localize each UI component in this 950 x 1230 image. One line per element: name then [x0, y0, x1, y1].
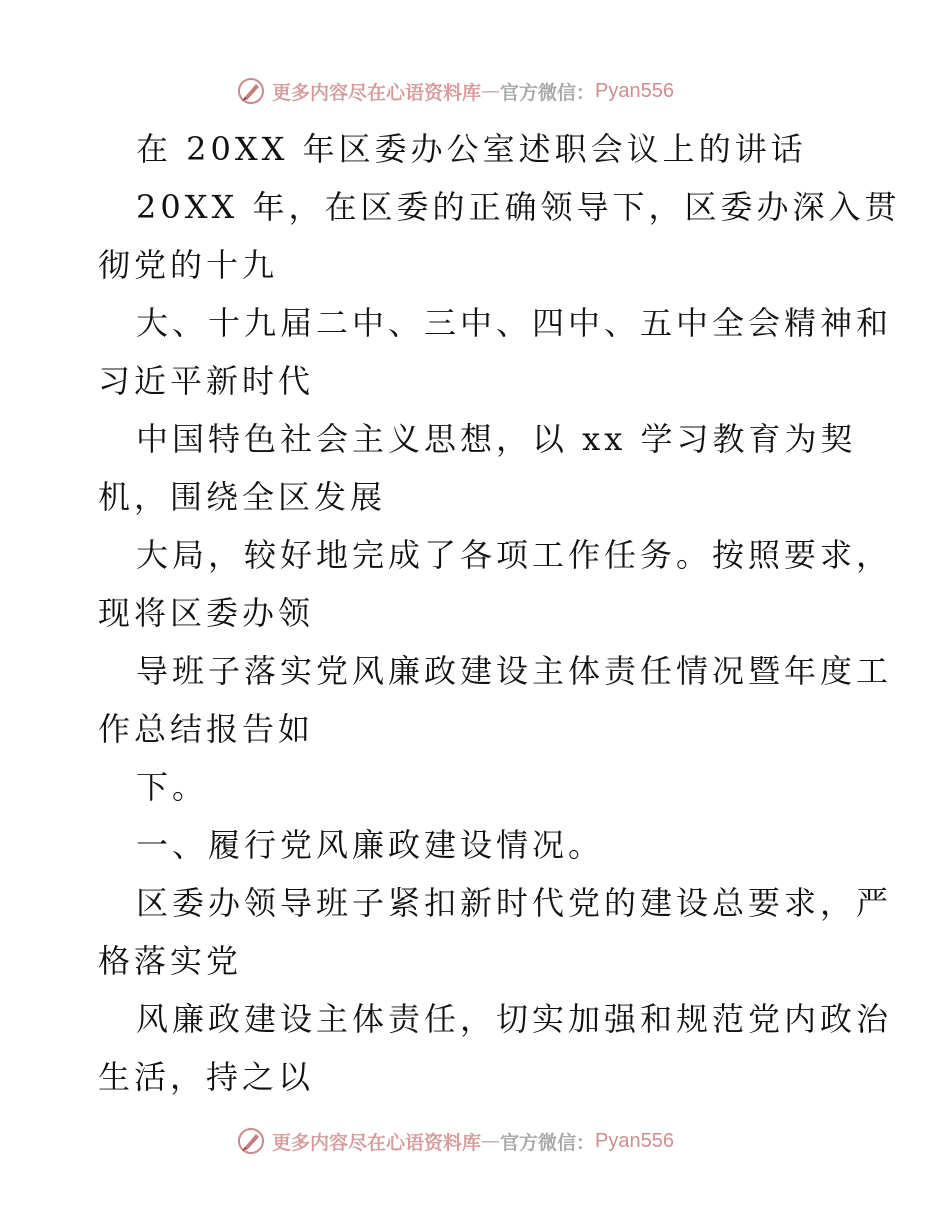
watermark-dash: — [481, 1130, 501, 1152]
paragraph-line: 作总结报告如 [98, 710, 315, 748]
paragraph-line: 20XX 年，在区委的正确领导下，区委办深入贯 [136, 188, 901, 226]
section-heading: 一、履行党风廉政建设情况。 [136, 826, 605, 864]
header-watermark [236, 74, 674, 108]
watermark-account: Pyan556 [595, 79, 674, 102]
paragraph-line: 现将区委办领 [98, 594, 315, 632]
paragraph-line: 习近平新时代 [98, 362, 315, 400]
quill-pen-logo-icon [236, 1126, 266, 1156]
paragraph-line: 机，围绕全区发展 [98, 478, 387, 516]
paragraph-line: 风廉政建设主体责任，切实加强和规范党内政治 [136, 1000, 893, 1038]
watermark-main-text: 更多内容尽在心语资料库 [272, 81, 482, 104]
paragraph-line: 区委办领导班子紧扣新时代党的建设总要求，严 [136, 884, 893, 922]
watermark-label: 官方微信： [500, 1131, 596, 1154]
watermark-label: 官方微信： [500, 81, 596, 104]
document-title: 在 20XX 年区委办公室述职会议上的讲话 [136, 130, 807, 168]
paragraph-line: 格落实党 [98, 942, 243, 980]
paragraph-line: 彻党的十九 [98, 246, 279, 284]
footer-watermark [236, 1124, 674, 1158]
quill-pen-logo-icon [236, 76, 266, 106]
watermark-main-text: 更多内容尽在心语资料库 [272, 1131, 482, 1154]
watermark-account: Pyan556 [595, 1129, 674, 1152]
paragraph-line: 下。 [136, 768, 209, 806]
paragraph-line: 生活，持之以 [98, 1058, 315, 1096]
paragraph-line: 导班子落实党风廉政建设主体责任情况暨年度工 [136, 652, 893, 690]
watermark-dash: — [481, 80, 501, 102]
paragraph-line: 大局，较好地完成了各项工作任务。按照要求， [136, 536, 893, 574]
document-body [98, 120, 901, 1106]
paragraph-line: 大、十九届二中、三中、四中、五中全会精神和 [136, 304, 893, 342]
paragraph-line: 中国特色社会主义思想，以 xx 学习教育为契 [136, 420, 857, 458]
